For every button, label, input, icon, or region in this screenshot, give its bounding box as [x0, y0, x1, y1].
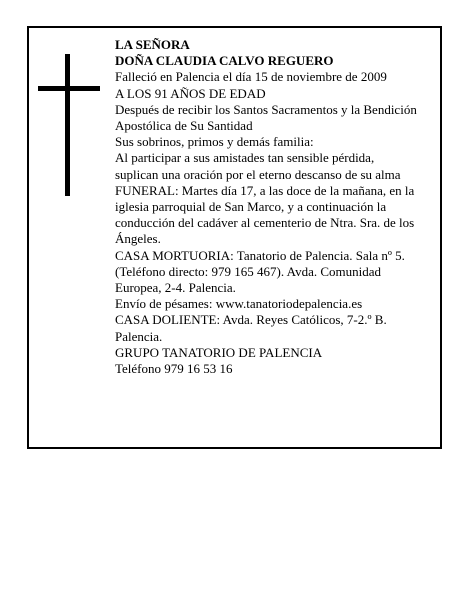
- death-info: Falleció en Palencia el día 15 de noviembre de 2009: [115, 69, 387, 85]
- cross-horizontal-bar: [38, 86, 100, 91]
- prayer-request: Al participar a sus amistades tan sensible pérdida, suplican una oración por el eterno descanso de su alma: [115, 150, 401, 182]
- funeral-details: FUNERAL: Martes día 17, a las doce de la mañana, en la iglesia parroquial de San Marco, y a continuación la conducción del cadáver al cementerio de Ntra. Sra. de los Ángeles.: [115, 182, 415, 247]
- sacraments-line: Después de recibir los Santos Sacramentos y la Bendición Apostólica de Su Santidad: [115, 101, 417, 134]
- age-line: A LOS 91 AÑOS DE EDAD: [115, 85, 266, 101]
- obituary-text-block: [115, 37, 420, 377]
- cross-icon: [38, 54, 100, 196]
- cross-vertical-bar: [65, 54, 70, 196]
- notice-title: LA SEÑORA: [115, 37, 190, 52]
- condolences-web: Envío de pésames: www.tanatoriodepalencia.es: [115, 296, 363, 312]
- family-line: Sus sobrinos, primos y demás familia:: [115, 134, 314, 150]
- casa-doliente: CASA DOLIENTE: Avda. Reyes Católicos, 7-2.º B. Palencia.: [115, 312, 387, 344]
- funeral-home-phone: Teléfono 979 16 53 16: [115, 361, 233, 377]
- deceased-name: DOÑA CLAUDIA CALVO REGUERO: [115, 53, 334, 69]
- casa-mortuoria: CASA MORTUORIA: Tanatorio de Palencia. Sala nº 5. (Teléfono directo: 979 165 467). Avda. Comunidad Europea, 2-4. Palencia.: [115, 247, 405, 296]
- funeral-home-group: GRUPO TANATORIO DE PALENCIA: [115, 344, 323, 360]
